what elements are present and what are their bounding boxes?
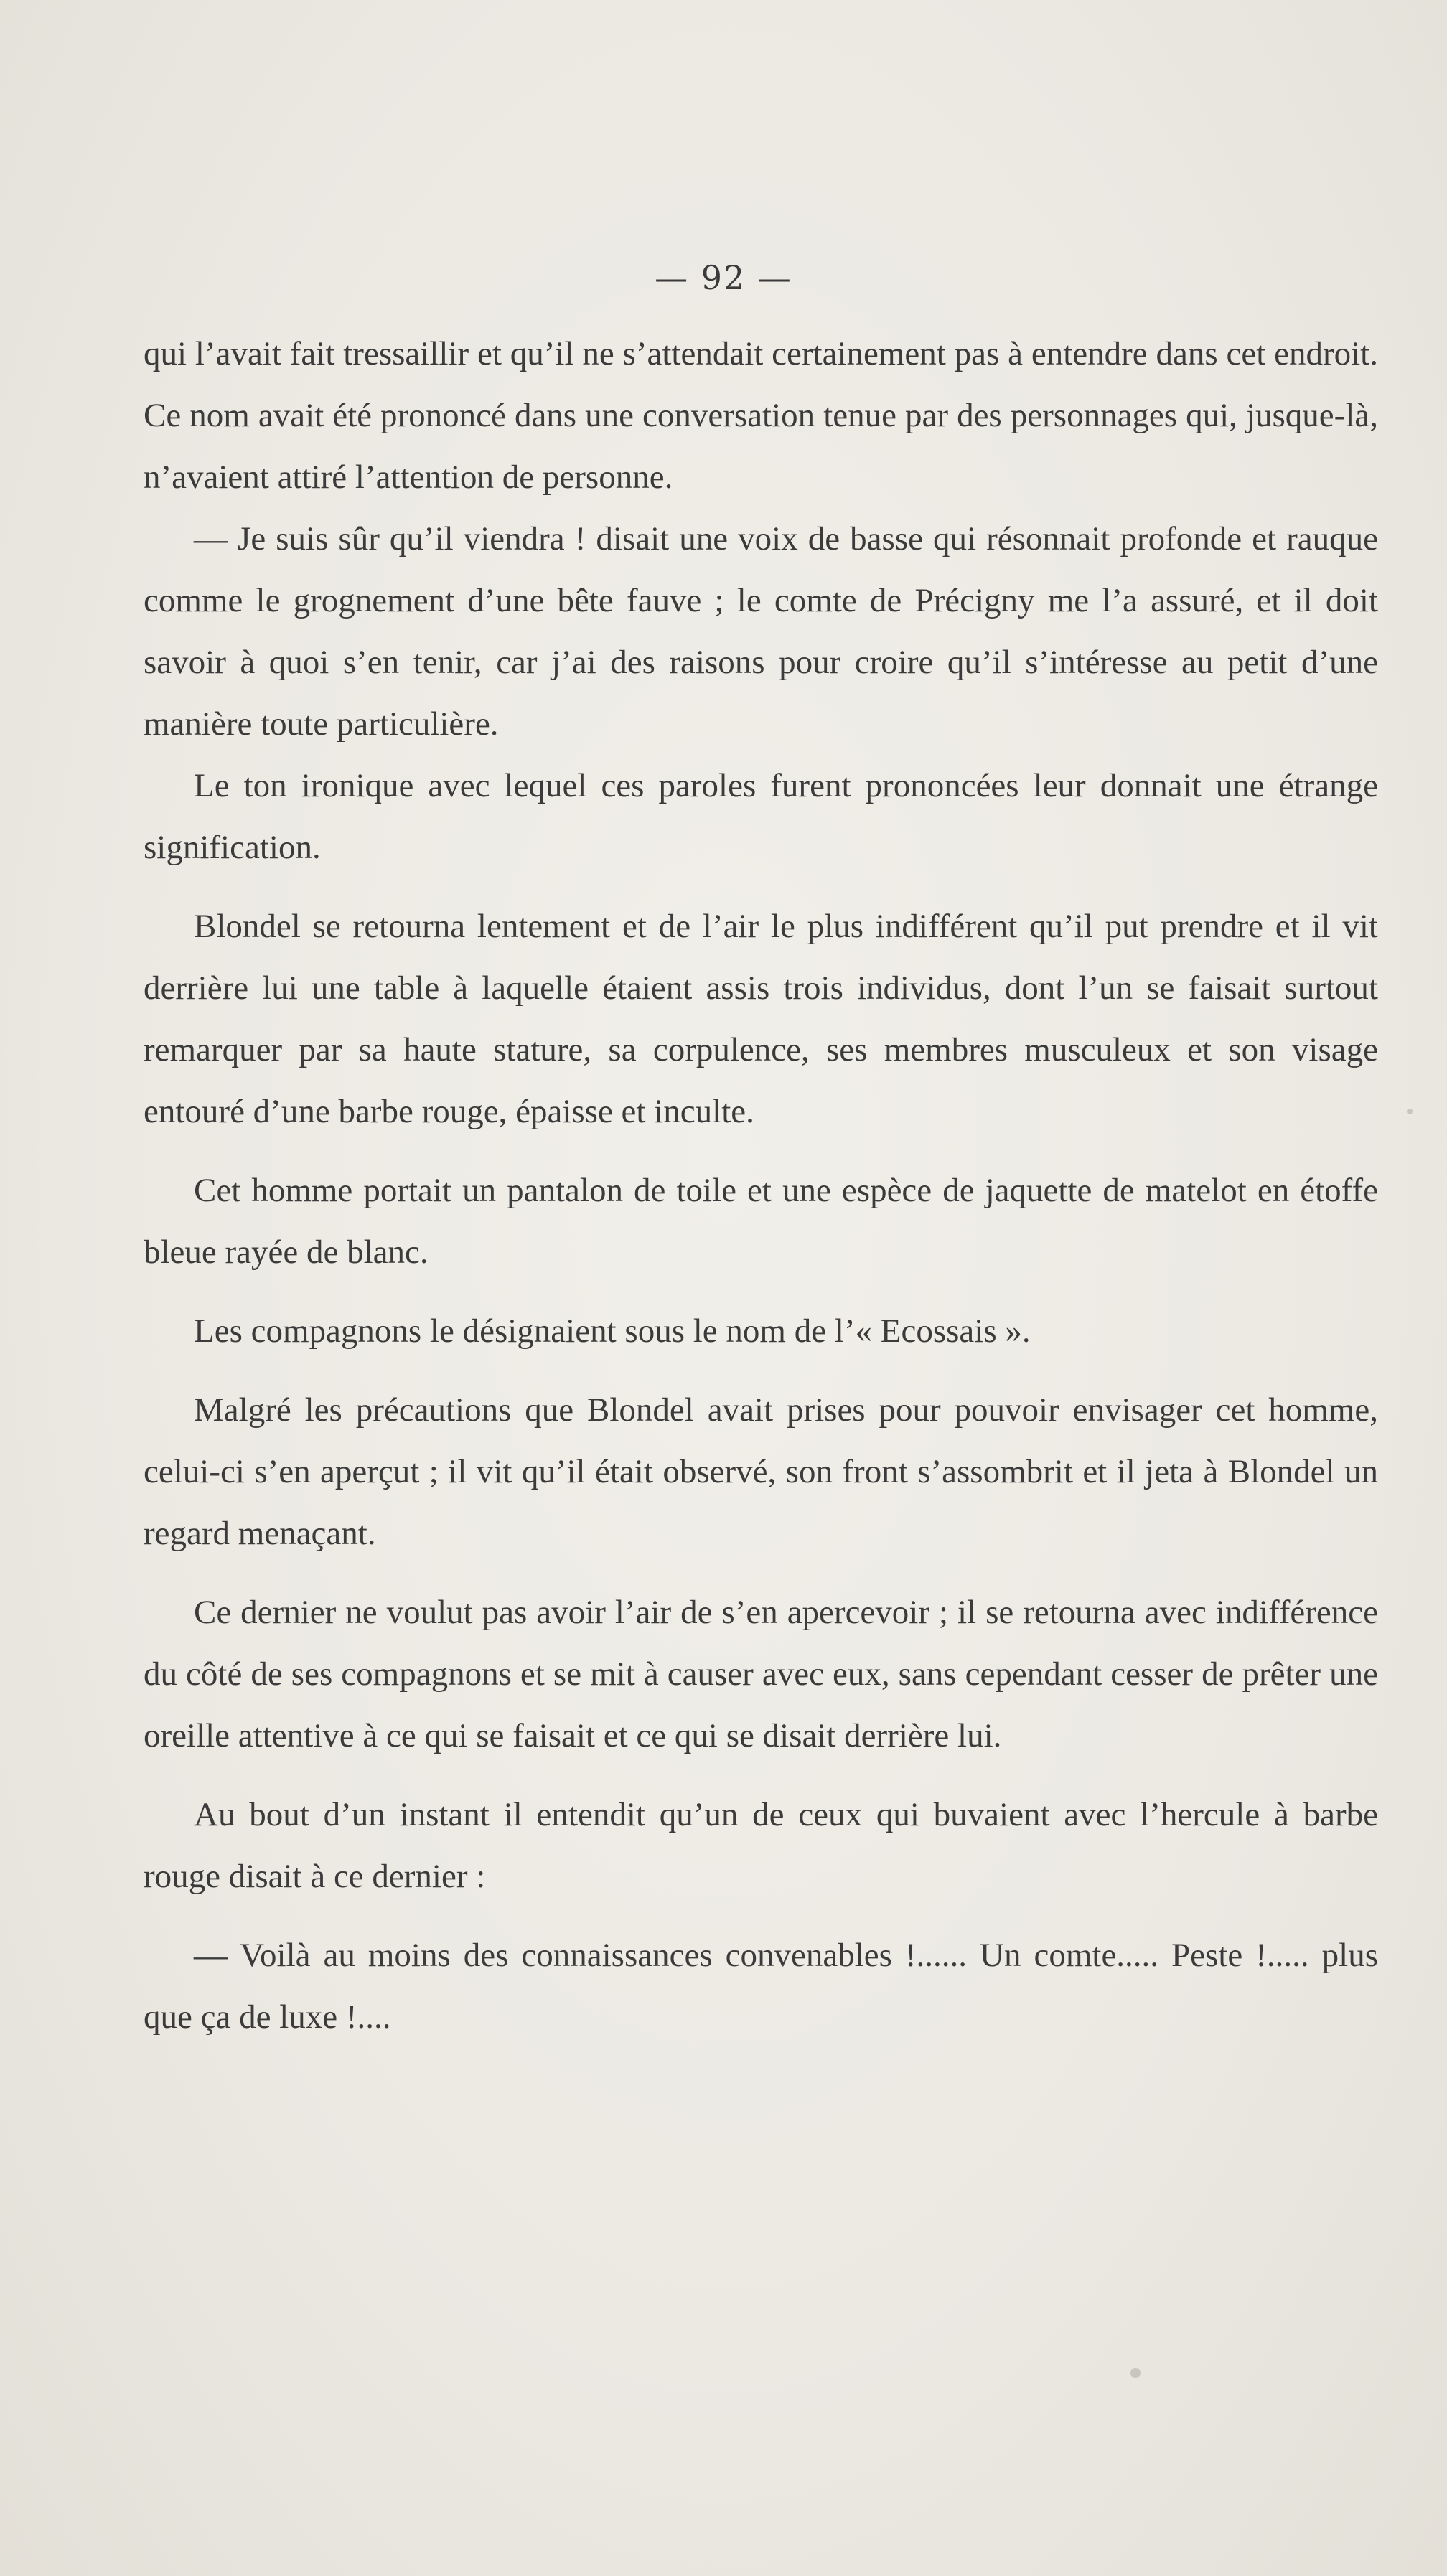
body-text xyxy=(144,323,1378,2048)
paragraph-9: Au bout d’un instant il entendit qu’un de ceux qui buvaient avec l’hercule à barbe rouge disait à ce dernier : xyxy=(144,1796,1378,1895)
page-number: — 92 — xyxy=(655,258,792,297)
paper-speck xyxy=(1130,2368,1141,2378)
paragraph-8: Ce dernier ne voulut pas avoir l’air de s’en apercevoir ; il se retourna avec indifférence du côté de ses compagnons et se mit à causer avec eux, sans cependant cesser de prêter une oreille attentive à ce qui se faisait et ce qui se disait derrière lui. xyxy=(144,1594,1378,1754)
paragraph-7: Malgré les précautions que Blondel avait prises pour pouvoir envisager cet homme, celui-ci s’en aperçut ; il vit qu’il était observé, son front s’assombrit et il jeta à Blondel un regard menaçant. xyxy=(144,1391,1378,1552)
paragraph-10: — Voilà au moins des connaissances convenables !...... Un comte..... Peste !..... plus que ça de luxe !.... xyxy=(144,1937,1378,2036)
paper-speck xyxy=(1407,1109,1413,1114)
paragraph-6: Les compagnons le désignaient sous le nom de l’« Ecossais ». xyxy=(194,1312,1031,1350)
paragraph-5: Cet homme portait un pantalon de toile et une espèce de jaquette de matelot en étoffe bleue rayée de blanc. xyxy=(144,1172,1378,1271)
paragraph-2: — Je suis sûr qu’il viendra ! disait une voix de basse qui résonnait profonde et rauque comme le grognement d’une bête fauve ; le comte de Précigny me l’a assuré, et il doit savoir à quoi s’en tenir, car j’ai des raisons pour croire qu’il s’intéresse au petit d’une manière toute particulière. xyxy=(144,520,1378,743)
paragraph-1: qui l’avait fait tressaillir et qu’il ne s’attendait certainement pas à entendre dans cet endroit. Ce nom avait été prononcé dans une conversation tenue par des personnages qui, jusque-là, n’avaient attiré l’attention de personne. xyxy=(144,335,1378,496)
paragraph-4: Blondel se retourna lentement et de l’air le plus indifférent qu’il put prendre et il vit derrière lui une table à laquelle étaient assis trois individus, dont l’un se faisait surtout remarquer par sa haute stature, sa corpulence, ses membres musculeux et son visage entouré d’une barbe rouge, épaisse et inculte. xyxy=(144,908,1378,1130)
paragraph-3: Le ton ironique avec lequel ces paroles furent prononcées leur donnait une étrange signification. xyxy=(144,767,1378,866)
